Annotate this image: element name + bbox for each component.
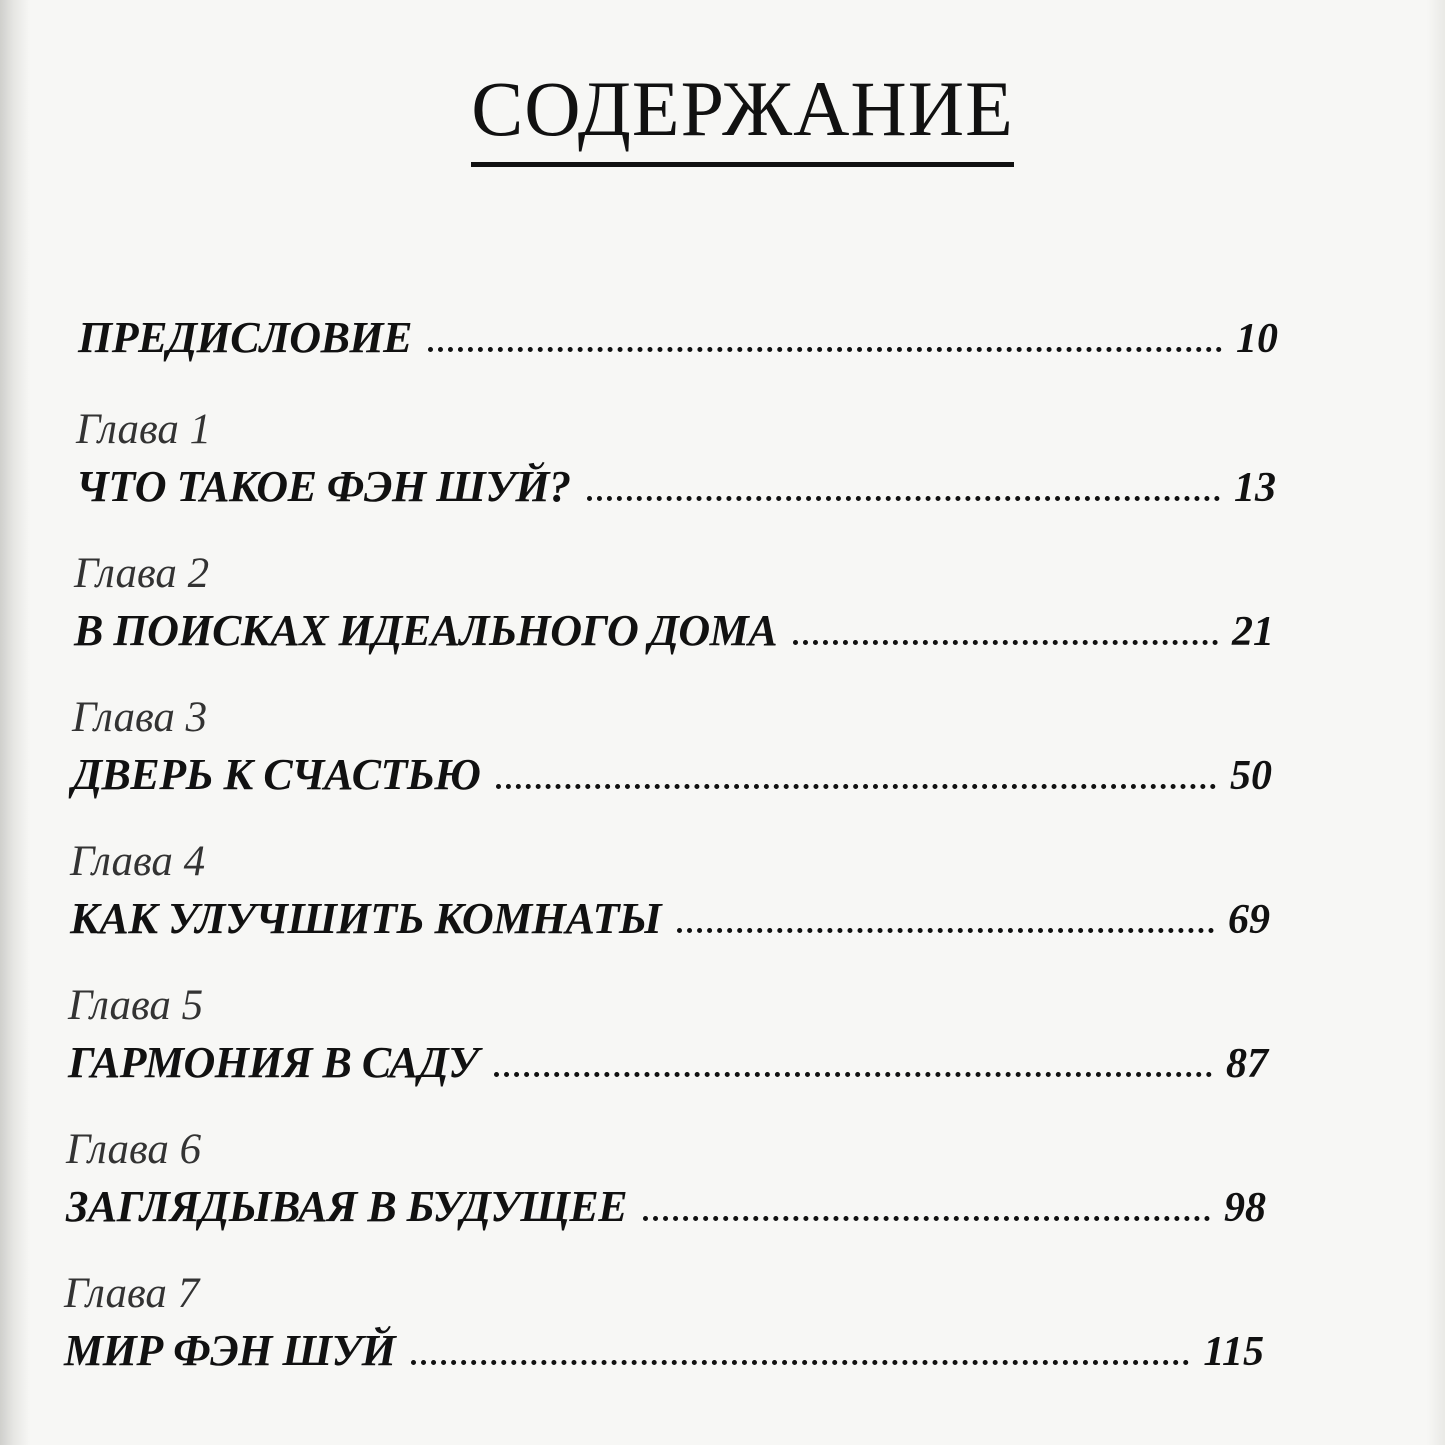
- chapter-label: Глава 6: [66, 1126, 202, 1173]
- toc-row: [78, 313, 1278, 362]
- toc-entry-preface[interactable]: [78, 313, 1278, 362]
- toc-row: [64, 1326, 1264, 1375]
- chapter-label: Глава 1: [76, 406, 212, 453]
- toc-row: [72, 750, 1272, 799]
- chapter-label: Глава 4: [70, 838, 206, 885]
- dot-leader: [428, 347, 1222, 352]
- toc-entry-chapter-1[interactable]: [76, 408, 1276, 509]
- toc-heading: ГАРМОНИЯ В САДУ: [68, 1038, 479, 1087]
- chapter-label: Глава 7: [64, 1270, 200, 1317]
- toc-entry-chapter-5[interactable]: [68, 984, 1268, 1085]
- chapter-label: Глава 3: [72, 694, 208, 741]
- dot-leader: [643, 1216, 1210, 1221]
- toc-page-number: 115: [1203, 1329, 1264, 1375]
- toc-row: [66, 1182, 1266, 1231]
- dot-leader: [793, 640, 1218, 645]
- dot-leader: [494, 1072, 1212, 1077]
- dot-leader: [677, 928, 1214, 933]
- toc-entry-chapter-6[interactable]: [66, 1128, 1266, 1229]
- toc-entry-chapter-4[interactable]: [70, 840, 1270, 941]
- toc-heading: МИР ФЭН ШУЙ: [64, 1326, 396, 1375]
- toc-heading: В ПОИСКАХ ИДЕАЛЬНОГО ДОМА: [74, 606, 778, 655]
- toc-page-number: 69: [1228, 897, 1270, 943]
- toc-heading: ПРЕДИСЛОВИЕ: [78, 313, 412, 362]
- toc-page-number: 87: [1226, 1041, 1268, 1087]
- dot-leader: [496, 784, 1216, 789]
- toc-row: [70, 894, 1270, 943]
- toc-page-number: 13: [1234, 465, 1276, 511]
- toc-row: [74, 606, 1274, 655]
- page-title: СОДЕРЖАНИЕ: [471, 70, 1013, 167]
- toc-page-number: 98: [1224, 1185, 1266, 1231]
- toc-page-number: 50: [1230, 753, 1272, 799]
- dot-leader: [411, 1360, 1189, 1365]
- toc-row: [68, 1038, 1268, 1087]
- toc-heading: ЧТО ТАКОЕ ФЭН ШУЙ?: [76, 462, 571, 511]
- toc-heading: КАК УЛУЧШИТЬ КОМНАТЫ: [70, 894, 662, 943]
- toc-entry-chapter-3[interactable]: [72, 696, 1272, 797]
- toc-heading: ДВЕРЬ К СЧАСТЬЮ: [72, 750, 481, 799]
- chapter-label: Глава 2: [74, 550, 210, 597]
- toc-entry-chapter-2[interactable]: [74, 552, 1274, 653]
- toc-row: [76, 462, 1276, 511]
- toc-page-number: 21: [1232, 609, 1274, 655]
- chapter-label: Глава 5: [68, 982, 204, 1029]
- toc-page-number: 10: [1236, 316, 1278, 362]
- dot-leader: [587, 496, 1220, 501]
- toc-heading: ЗАГЛЯДЫВАЯ В БУДУЩЕЕ: [66, 1182, 628, 1231]
- toc-entry-chapter-7[interactable]: [64, 1272, 1264, 1373]
